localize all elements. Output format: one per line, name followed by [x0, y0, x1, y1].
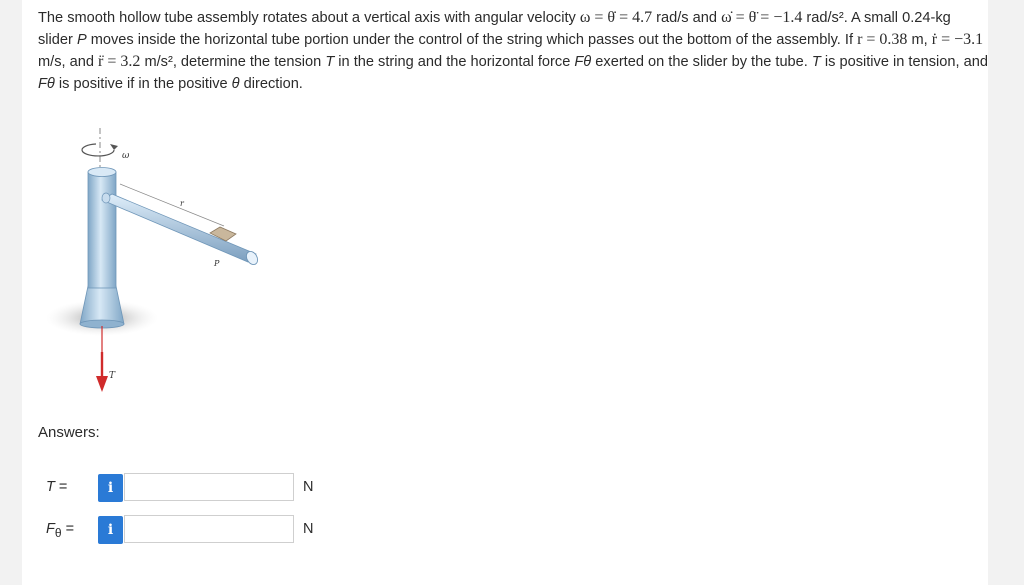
info-icon[interactable]: i	[98, 516, 123, 544]
horizontal-tube	[102, 194, 256, 262]
r-dot-equation: ṙ = −3.1	[931, 31, 984, 48]
tension-arrow-head-icon	[96, 376, 108, 392]
ftheta-unit: N	[303, 521, 314, 537]
r-ddot-equation: r̈ = 3.2	[98, 53, 141, 70]
tension-unit: N	[303, 479, 314, 495]
r-equation: r = 0.38	[857, 31, 908, 48]
vertical-tube	[88, 172, 116, 288]
ftheta-input[interactable]	[124, 515, 294, 543]
ftheta-label: $F_\theta$ =	[46, 521, 75, 540]
answers-label: Answers:	[38, 424, 100, 441]
omega-dot-equation: ω̇ = θ̈ = −1.4	[721, 9, 803, 26]
omega-equation: ω = θ̇ = 4.7	[579, 9, 653, 26]
omega-label: ω	[122, 151, 130, 161]
rotation-arrow-icon	[82, 144, 114, 156]
tube-assembly-figure	[40, 120, 280, 400]
tension-input[interactable]	[124, 473, 294, 501]
answer-row-tension	[38, 471, 338, 505]
problem-statement: The smooth hollow tube assembly rotates about a vertical axis with angular velocity ω = θ̇ = 4.7 rad/s and ω̇ = θ̈ = −1.4 rad/s². A small 0.24-kg slider P moves inside the horizontal tube portion under the control of the string which passes out the bottom of the assembly. If r = 0.38 m, ṙ = −3.1 m/s, and r̈ = 3.2 m/s², determine the tension T in the string and the horizontal force Fθ exerted on the slider by the tube. T is positive in tension, and Fθ is positive if in the positive θ direction.	[38, 9, 988, 92]
P-label: P	[214, 259, 220, 268]
answer-row-ftheta	[38, 513, 338, 547]
info-icon[interactable]: i	[98, 474, 123, 502]
T-label: T	[109, 371, 116, 381]
base-foot	[80, 286, 124, 324]
tension-label: T =	[46, 479, 68, 495]
r-label: r	[180, 199, 184, 208]
